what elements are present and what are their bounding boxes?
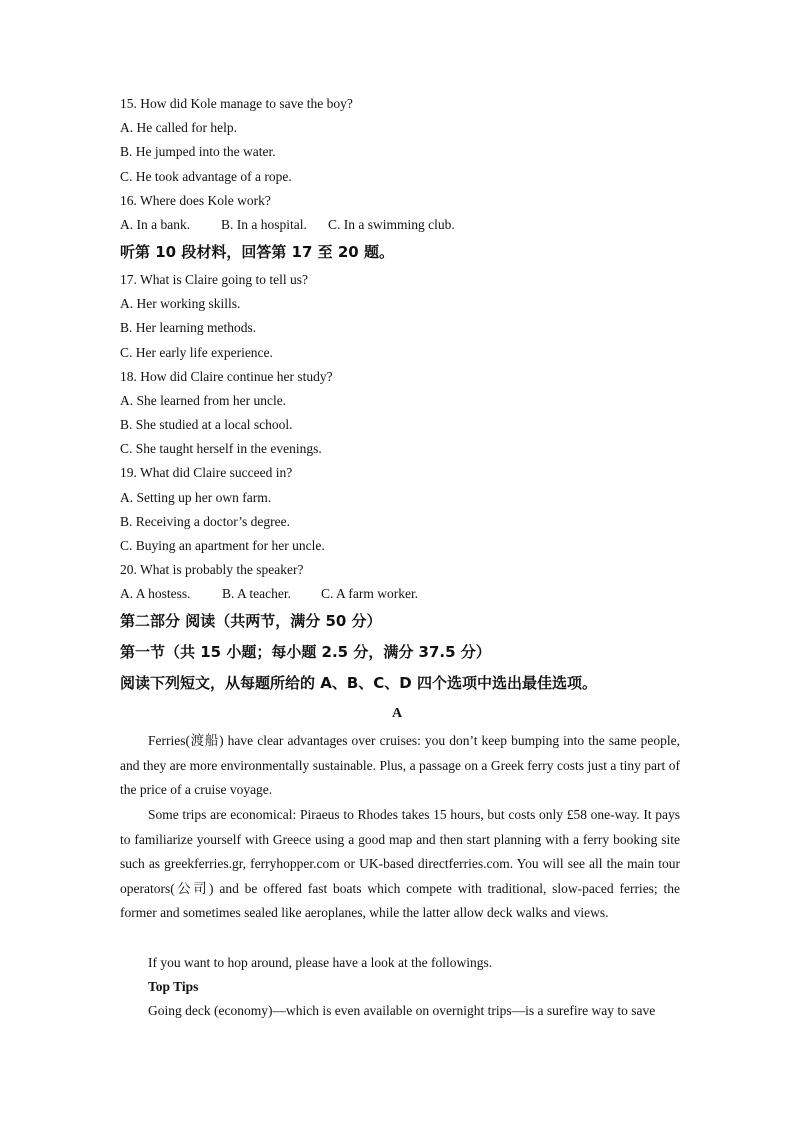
q18-option-c: C. She taught herself in the evenings. — [120, 441, 322, 456]
question-17: 17. What is Claire going to tell us? — [120, 272, 308, 287]
q15-option-c: C. He took advantage of a rope. — [120, 169, 292, 184]
top-tips-text: Going deck (economy)—which is even available on overnight trips—is a surefire way to save — [148, 1003, 656, 1018]
q15-option-b: B. He jumped into the water. — [120, 144, 276, 159]
q15-option-a: A. He called for help. — [120, 120, 237, 135]
paragraph-1-text: Ferries(渡船) have clear advantages over cruises: you don’t keep bumping into the same people, and they are more environmentally sustainable. Plus, a passage on a Greek ferry costs just a tiny part of the price of a cruise voyage. — [120, 733, 680, 797]
q20-option-b: B. A teacher. — [222, 586, 291, 601]
question-18: 18. How did Claire continue her study? — [120, 369, 333, 384]
paragraph-2 — [120, 803, 680, 926]
paragraph-1 — [120, 729, 680, 803]
q16-option-a: A. In a bank. — [120, 217, 191, 232]
q20-options — [120, 586, 418, 602]
q17-option-a: A. Her working skills. — [120, 296, 241, 311]
section-10-heading: 听第 10 段材料，回答第 17 至 20 题。 — [120, 243, 394, 261]
q19-option-c: C. Buying an apartment for her uncle. — [120, 538, 325, 553]
paragraph-2-text: Some trips are economical: Piraeus to Rhodes takes 15 hours, but costs only £58 one-way. It pays to familiarize yourself with Greece using a good map and then start planning with a ferry booking site such as greekferries.gr, ferryhopper.com or UK-based directferries.com. You will see all the main tour operators(公司) and be offered fast boats which compete with traditional, slow-paced ferries; the former and sometimes sealed like aeroplanes, while the latter allow deck walks and views. — [120, 807, 680, 920]
part-two-heading: 第二部分 阅读（共两节，满分 50 分） — [120, 612, 382, 630]
top-tips-heading-text: Top Tips — [148, 979, 199, 994]
q20-option-a: A. A hostess. — [120, 586, 191, 601]
top-tips-heading — [120, 975, 680, 1000]
paragraph-3 — [120, 951, 680, 976]
question-19: 19. What did Claire succeed in? — [120, 465, 293, 480]
q16-option-c: C. In a swimming club. — [328, 217, 455, 232]
paragraph-3-text: If you want to hop around, please have a look at the followings. — [148, 955, 493, 970]
q16-options — [120, 217, 455, 233]
q19-option-b: B. Receiving a doctor’s degree. — [120, 514, 290, 529]
q19-option-a: A. Setting up her own farm. — [120, 490, 272, 505]
q20-option-c: C. A farm worker. — [321, 586, 419, 601]
q16-option-b: B. In a hospital. — [221, 217, 307, 232]
reading-instruction: 阅读下列短文，从每题所给的 A、B、C、D 四个选项中选出最佳选项。 — [120, 674, 597, 692]
section-one-heading: 第一节（共 15 小题；每小题 2.5 分，满分 37.5 分） — [120, 643, 491, 661]
q18-option-a: A. She learned from her uncle. — [120, 393, 287, 408]
question-16: 16. Where does Kole work? — [120, 193, 271, 208]
top-tips-paragraph — [120, 999, 680, 1024]
passage-label: A — [391, 706, 403, 721]
q18-option-b: B. She studied at a local school. — [120, 417, 293, 432]
q17-option-c: C. Her early life experience. — [120, 345, 273, 360]
question-15: 15. How did Kole manage to save the boy? — [120, 96, 353, 111]
question-20: 20. What is probably the speaker? — [120, 562, 304, 577]
q17-option-b: B. Her learning methods. — [120, 320, 257, 335]
